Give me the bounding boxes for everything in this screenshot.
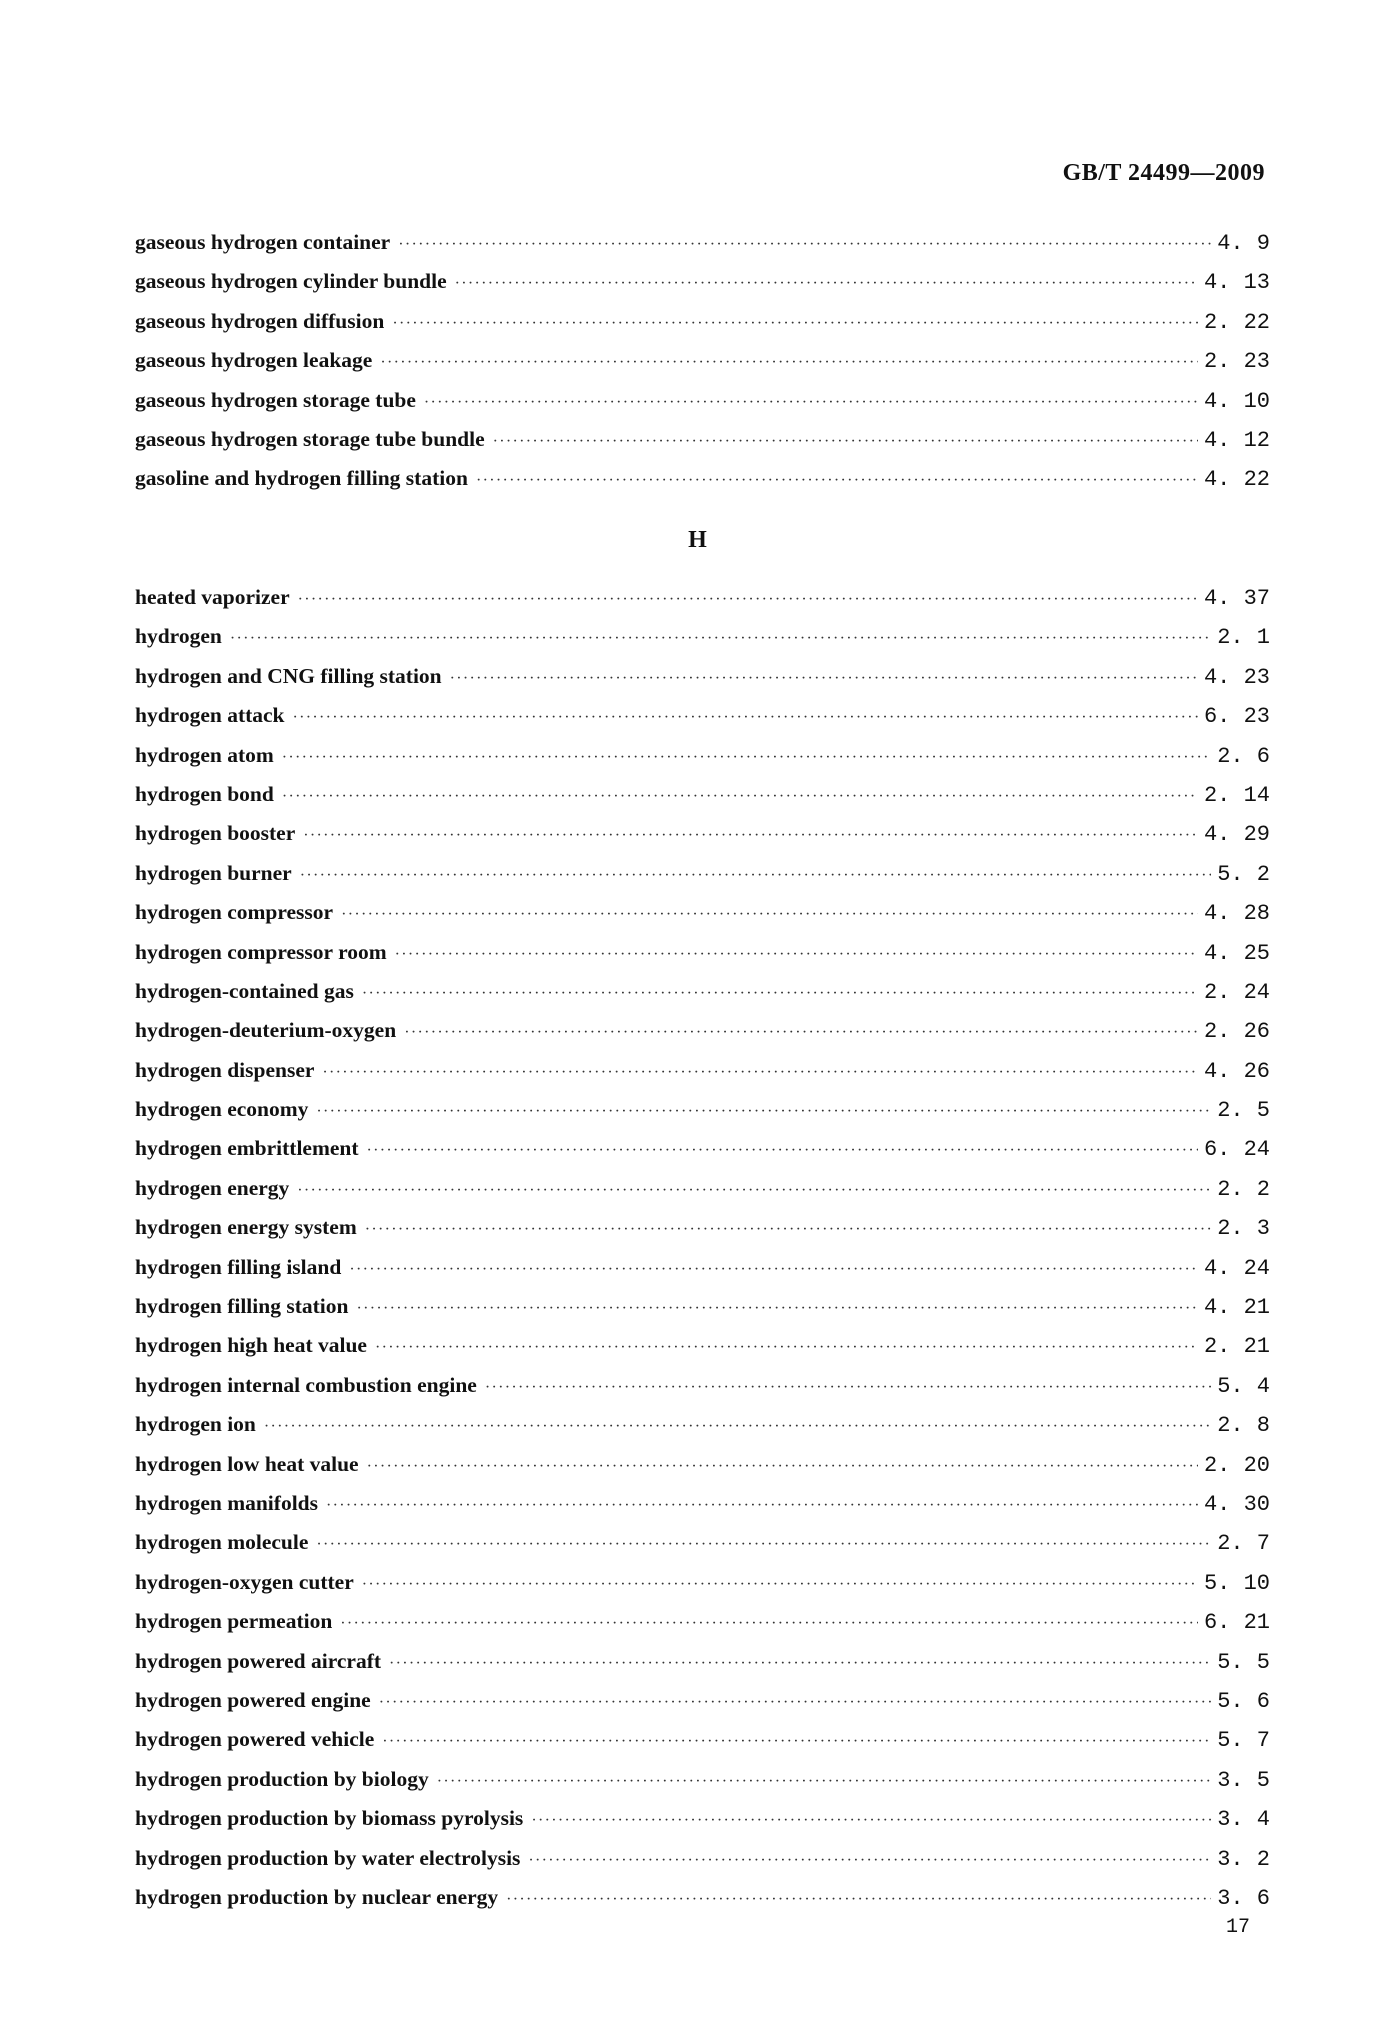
index-reference: 4. 24 bbox=[1203, 1255, 1270, 1281]
index-reference: 2. 22 bbox=[1203, 309, 1270, 335]
index-section-h bbox=[135, 585, 1270, 1924]
index-reference: 3. 4 bbox=[1217, 1807, 1270, 1833]
dot-leader bbox=[392, 315, 1198, 333]
index-reference: 4. 13 bbox=[1203, 270, 1270, 296]
dot-leader bbox=[528, 1852, 1211, 1870]
index-reference: 2. 14 bbox=[1203, 782, 1270, 808]
index-reference: 4. 23 bbox=[1203, 664, 1270, 690]
dot-leader bbox=[326, 1497, 1198, 1515]
index-entry bbox=[135, 1373, 1270, 1412]
index-reference: 5. 10 bbox=[1203, 1570, 1270, 1596]
index-entry bbox=[135, 1846, 1270, 1885]
index-reference: 4. 28 bbox=[1203, 901, 1270, 927]
index-entry bbox=[135, 979, 1270, 1018]
index-entry bbox=[135, 940, 1270, 979]
index-term: hydrogen compressor room bbox=[135, 939, 387, 964]
index-term: hydrogen powered engine bbox=[135, 1687, 371, 1712]
index-reference: 2. 2 bbox=[1217, 1176, 1270, 1202]
index-reference: 5. 2 bbox=[1217, 861, 1270, 887]
dot-leader bbox=[375, 1339, 1198, 1357]
index-reference: 5. 7 bbox=[1217, 1728, 1270, 1754]
dot-leader bbox=[380, 354, 1198, 372]
index-entry bbox=[135, 1097, 1270, 1136]
index-entry bbox=[135, 821, 1270, 860]
index-term: gasoline and hydrogen filling station bbox=[135, 466, 468, 491]
index-reference: 4. 26 bbox=[1203, 1058, 1270, 1084]
dot-leader bbox=[316, 1103, 1211, 1121]
index-term: hydrogen production by nuclear energy bbox=[135, 1884, 499, 1909]
dot-leader bbox=[298, 591, 1198, 609]
index-reference: 2. 8 bbox=[1217, 1413, 1270, 1439]
index-reference: 4. 37 bbox=[1203, 586, 1270, 611]
index-entry bbox=[135, 1570, 1270, 1609]
dot-leader bbox=[341, 906, 1198, 924]
dot-leader bbox=[493, 433, 1198, 451]
index-entry bbox=[135, 1609, 1270, 1648]
dot-leader bbox=[367, 1458, 1198, 1476]
index-term: hydrogen-deuterium-oxygen bbox=[135, 1018, 397, 1043]
index-entry bbox=[135, 703, 1270, 742]
index-term: hydrogen powered aircraft bbox=[135, 1648, 382, 1673]
index-reference: 4. 12 bbox=[1203, 427, 1270, 453]
page-number: 17 bbox=[1226, 1916, 1251, 1939]
dot-leader bbox=[362, 985, 1198, 1003]
index-term: hydrogen economy bbox=[135, 1097, 309, 1122]
dot-leader bbox=[316, 1536, 1211, 1554]
index-term: gaseous hydrogen cylinder bundle bbox=[135, 269, 447, 294]
index-reference: 2. 5 bbox=[1217, 1098, 1270, 1124]
dot-leader bbox=[382, 1733, 1211, 1751]
index-reference: 6. 24 bbox=[1203, 1137, 1270, 1163]
dot-leader bbox=[264, 1418, 1211, 1436]
index-term: hydrogen-contained gas bbox=[135, 978, 354, 1003]
index-reference: 2. 7 bbox=[1217, 1531, 1270, 1557]
index-reference: 5. 6 bbox=[1217, 1688, 1270, 1714]
index-entry bbox=[135, 388, 1270, 427]
dot-leader bbox=[282, 788, 1198, 806]
dot-leader bbox=[367, 1142, 1198, 1160]
index-entry bbox=[135, 1530, 1270, 1569]
dot-leader bbox=[356, 1300, 1198, 1318]
index-reference: 2. 1 bbox=[1217, 625, 1270, 651]
index-reference: 4. 25 bbox=[1203, 940, 1270, 966]
standard-number-header: GB/T 24499—2009 bbox=[1062, 160, 1265, 186]
index-term: hydrogen high heat value bbox=[135, 1333, 367, 1358]
dot-leader bbox=[437, 1773, 1211, 1791]
index-reference: 2. 21 bbox=[1203, 1334, 1270, 1360]
dot-leader bbox=[424, 394, 1198, 412]
index-term: hydrogen ion bbox=[135, 1412, 256, 1437]
dot-leader bbox=[282, 749, 1211, 767]
dot-leader bbox=[349, 1261, 1198, 1279]
index-term: hydrogen bond bbox=[135, 781, 274, 806]
index-entry bbox=[135, 1688, 1270, 1727]
dot-leader bbox=[297, 1182, 1211, 1200]
dot-leader bbox=[395, 946, 1198, 964]
index-reference: 2. 20 bbox=[1203, 1452, 1270, 1478]
index-entry bbox=[135, 1885, 1270, 1924]
index-entry bbox=[135, 1412, 1270, 1451]
index-reference: 4. 21 bbox=[1203, 1295, 1270, 1321]
index-entry bbox=[135, 900, 1270, 939]
index-term: hydrogen attack bbox=[135, 703, 285, 728]
index-term: hydrogen compressor bbox=[135, 900, 334, 925]
index-term: gaseous hydrogen container bbox=[135, 230, 391, 254]
index-reference: 3. 2 bbox=[1217, 1846, 1270, 1872]
index-term: hydrogen and CNG filling station bbox=[135, 663, 442, 688]
dot-leader bbox=[476, 472, 1198, 490]
index-entry bbox=[135, 1491, 1270, 1530]
index-term: hydrogen powered vehicle bbox=[135, 1727, 375, 1752]
index-term: heated vaporizer bbox=[135, 585, 290, 609]
index-reference: 2. 3 bbox=[1217, 1216, 1270, 1242]
index-reference: 3. 6 bbox=[1217, 1885, 1270, 1911]
index-term: hydrogen burner bbox=[135, 860, 292, 885]
index-entry bbox=[135, 1018, 1270, 1057]
index-entry bbox=[135, 427, 1270, 466]
dot-leader bbox=[303, 827, 1198, 845]
index-entry bbox=[135, 624, 1270, 663]
dot-leader bbox=[389, 1655, 1211, 1673]
dot-leader bbox=[398, 236, 1211, 254]
index-entry bbox=[135, 1136, 1270, 1175]
index-section-g bbox=[135, 230, 1270, 506]
index-entry bbox=[135, 1727, 1270, 1766]
dot-leader bbox=[293, 709, 1198, 727]
dot-leader bbox=[300, 867, 1211, 885]
index-entry bbox=[135, 1806, 1270, 1845]
section-letter-h: H bbox=[688, 527, 707, 553]
index-reference: 3. 5 bbox=[1217, 1767, 1270, 1793]
index-reference: 4. 10 bbox=[1203, 388, 1270, 414]
dot-leader bbox=[485, 1379, 1211, 1397]
index-entry bbox=[135, 1058, 1270, 1097]
index-term: hydrogen permeation bbox=[135, 1609, 333, 1634]
index-entry bbox=[135, 1255, 1270, 1294]
index-term: gaseous hydrogen leakage bbox=[135, 348, 373, 373]
index-term: hydrogen molecule bbox=[135, 1530, 309, 1555]
index-term: hydrogen atom bbox=[135, 742, 274, 767]
index-term: hydrogen embrittlement bbox=[135, 1136, 359, 1161]
index-term: hydrogen dispenser bbox=[135, 1057, 315, 1082]
index-entry bbox=[135, 466, 1270, 505]
index-term: gaseous hydrogen storage tube bundle bbox=[135, 426, 485, 451]
index-reference: 4. 9 bbox=[1217, 231, 1270, 256]
dot-leader bbox=[379, 1694, 1211, 1712]
dot-leader bbox=[450, 670, 1198, 688]
index-term: hydrogen bbox=[135, 624, 222, 649]
index-term: hydrogen energy bbox=[135, 1175, 290, 1200]
index-reference: 2. 26 bbox=[1203, 1019, 1270, 1045]
dot-leader bbox=[365, 1221, 1211, 1239]
index-entry bbox=[135, 664, 1270, 703]
index-entry bbox=[135, 309, 1270, 348]
index-reference: 4. 22 bbox=[1203, 467, 1270, 493]
index-entry bbox=[135, 585, 1270, 624]
dot-leader bbox=[322, 1064, 1198, 1082]
index-entry bbox=[135, 269, 1270, 308]
dot-leader bbox=[362, 1576, 1198, 1594]
index-entry bbox=[135, 1176, 1270, 1215]
index-entry bbox=[135, 782, 1270, 821]
index-entry bbox=[135, 1649, 1270, 1688]
index-term: hydrogen manifolds bbox=[135, 1490, 318, 1515]
index-term: hydrogen filling station bbox=[135, 1294, 349, 1319]
dot-leader bbox=[340, 1615, 1198, 1633]
index-reference: 4. 30 bbox=[1203, 1491, 1270, 1517]
index-term: hydrogen energy system bbox=[135, 1215, 357, 1240]
index-entry bbox=[135, 1294, 1270, 1333]
index-term: hydrogen internal combustion engine bbox=[135, 1372, 477, 1397]
index-entry bbox=[135, 861, 1270, 900]
index-term: hydrogen production by biology bbox=[135, 1766, 429, 1791]
dot-leader bbox=[455, 275, 1198, 293]
index-reference: 2. 6 bbox=[1217, 743, 1270, 769]
index-entry bbox=[135, 1767, 1270, 1806]
index-entry bbox=[135, 1452, 1270, 1491]
dot-leader bbox=[506, 1891, 1211, 1909]
dot-leader bbox=[531, 1812, 1211, 1830]
index-reference: 5. 4 bbox=[1217, 1373, 1270, 1399]
index-reference: 6. 21 bbox=[1203, 1610, 1270, 1636]
index-entry bbox=[135, 743, 1270, 782]
index-term: gaseous hydrogen diffusion bbox=[135, 308, 385, 333]
index-term: hydrogen production by biomass pyrolysis bbox=[135, 1806, 524, 1831]
index-term: gaseous hydrogen storage tube bbox=[135, 387, 416, 412]
dot-leader bbox=[230, 630, 1211, 648]
index-reference: 6. 23 bbox=[1203, 704, 1270, 730]
index-term: hydrogen low heat value bbox=[135, 1451, 359, 1476]
index-entry bbox=[135, 348, 1270, 387]
index-entry bbox=[135, 1333, 1270, 1372]
index-term: hydrogen-oxygen cutter bbox=[135, 1569, 354, 1594]
index-reference: 4. 29 bbox=[1203, 822, 1270, 848]
index-entry bbox=[135, 230, 1270, 269]
index-entry bbox=[135, 1215, 1270, 1254]
index-term: hydrogen filling island bbox=[135, 1254, 342, 1279]
index-reference: 2. 23 bbox=[1203, 349, 1270, 375]
index-reference: 2. 24 bbox=[1203, 979, 1270, 1005]
index-term: hydrogen booster bbox=[135, 821, 296, 846]
dot-leader bbox=[404, 1024, 1198, 1042]
index-term: hydrogen production by water electrolysis bbox=[135, 1845, 521, 1870]
index-reference: 5. 5 bbox=[1217, 1649, 1270, 1675]
